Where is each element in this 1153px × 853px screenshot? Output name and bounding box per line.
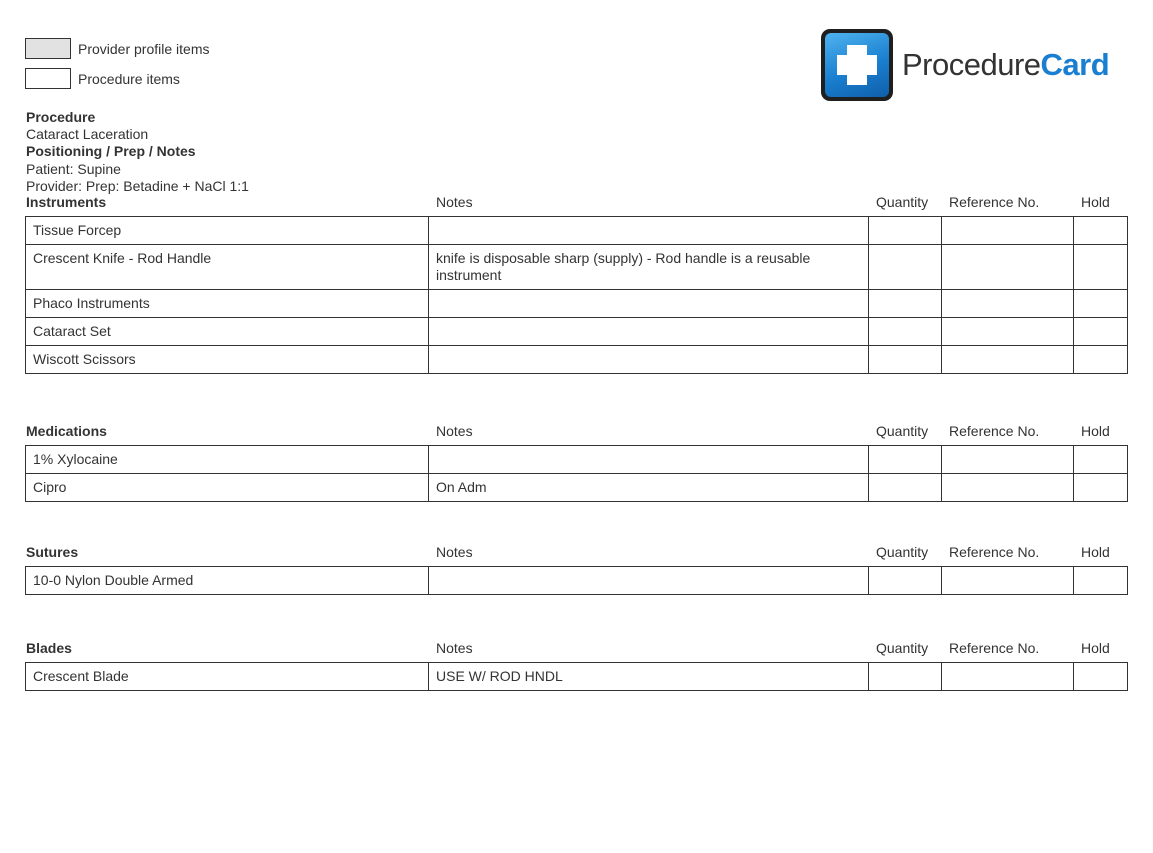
section-header [25, 194, 1127, 216]
notes-header: Notes [436, 640, 473, 656]
procedure-legend-label: Procedure items [78, 70, 180, 87]
quantity-cell [869, 217, 942, 245]
hold-cell [1074, 446, 1128, 474]
reference-header: Reference No. [949, 423, 1040, 439]
items-table [25, 216, 1128, 374]
quantity-header: Quantity [876, 544, 929, 560]
table-row [26, 446, 1128, 474]
item-name-cell: 10-0 Nylon Double Armed [26, 567, 429, 595]
items-table [25, 566, 1128, 595]
hold-header: Hold [1081, 423, 1110, 439]
procedure-swatch [25, 68, 71, 89]
quantity-cell [869, 446, 942, 474]
medical-cross-icon [821, 29, 893, 101]
item-name-cell: Crescent Blade [26, 663, 429, 691]
notes-cell [429, 217, 869, 245]
section-title: Blades [26, 640, 72, 656]
hold-header: Hold [1081, 640, 1110, 656]
notes-cell: USE W/ ROD HNDL [429, 663, 869, 691]
reference-cell [942, 474, 1074, 502]
hold-cell [1074, 346, 1128, 374]
section-title: Medications [26, 423, 107, 439]
table-row [26, 346, 1128, 374]
quantity-header: Quantity [876, 423, 929, 439]
item-name-cell: Crescent Knife - Rod Handle [26, 245, 429, 290]
reference-cell [942, 318, 1074, 346]
notes-header: Notes [436, 194, 473, 210]
notes-header: Notes [436, 423, 473, 439]
item-name-cell: Wiscott Scissors [26, 346, 429, 374]
table-row [26, 290, 1128, 318]
notes-header: Notes [436, 544, 473, 560]
reference-cell [942, 567, 1074, 595]
quantity-cell [869, 346, 942, 374]
section-sutures [25, 544, 1127, 595]
procedurecard-logo [821, 29, 1109, 101]
quantity-header: Quantity [876, 194, 929, 210]
item-name-cell: Cipro [26, 474, 429, 502]
item-name-cell: 1% Xylocaine [26, 446, 429, 474]
reference-header: Reference No. [949, 194, 1040, 210]
reference-cell [942, 290, 1074, 318]
hold-cell [1074, 217, 1128, 245]
procedure-value: Cataract Laceration [26, 126, 149, 143]
notes-cell [429, 446, 869, 474]
items-table [25, 445, 1128, 502]
hold-cell [1074, 318, 1128, 346]
procedure-info [26, 109, 249, 195]
reference-cell [942, 346, 1074, 374]
notes-cell [429, 290, 869, 318]
section-instruments [25, 194, 1127, 374]
section-header [25, 544, 1127, 566]
section-header [25, 423, 1127, 445]
reference-header: Reference No. [949, 544, 1040, 560]
hold-cell [1074, 663, 1128, 691]
item-name-cell: Phaco Instruments [26, 290, 429, 318]
legend-procedure [25, 68, 180, 89]
items-table [25, 662, 1128, 691]
notes-cell: On Adm [429, 474, 869, 502]
reference-header: Reference No. [949, 640, 1040, 656]
quantity-cell [869, 663, 942, 691]
table-row [26, 245, 1128, 290]
section-title: Instruments [26, 194, 107, 210]
provider-legend-label: Provider profile items [78, 40, 210, 57]
table-row [26, 663, 1128, 691]
quantity-cell [869, 474, 942, 502]
positioning-heading: Positioning / Prep / Notes [26, 143, 196, 160]
notes-cell [429, 567, 869, 595]
table-row [26, 318, 1128, 346]
reference-cell [942, 245, 1074, 290]
provider-swatch [25, 38, 71, 59]
quantity-cell [869, 290, 942, 318]
notes-cell [429, 346, 869, 374]
reference-cell [942, 663, 1074, 691]
table-row [26, 567, 1128, 595]
hold-cell [1074, 245, 1128, 290]
reference-cell [942, 446, 1074, 474]
section-title: Sutures [26, 544, 79, 560]
section-blades [25, 640, 1127, 691]
quantity-cell [869, 318, 942, 346]
quantity-header: Quantity [876, 640, 929, 656]
logo-text: ProcedureCard [902, 47, 1110, 82]
legend-provider [25, 38, 210, 59]
notes-cell [429, 318, 869, 346]
quantity-cell [869, 567, 942, 595]
item-name-cell: Tissue Forcep [26, 217, 429, 245]
reference-cell [942, 217, 1074, 245]
provider-prep: Provider: Prep: Betadine + NaCl 1:1 [26, 177, 249, 194]
hold-header: Hold [1081, 544, 1110, 560]
hold-cell [1074, 567, 1128, 595]
patient-position: Patient: Supine [26, 160, 121, 177]
item-name-cell: Cataract Set [26, 318, 429, 346]
section-header [25, 640, 1127, 662]
table-row [26, 217, 1128, 245]
hold-header: Hold [1081, 194, 1110, 210]
quantity-cell [869, 245, 942, 290]
hold-cell [1074, 474, 1128, 502]
section-medications [25, 423, 1127, 502]
hold-cell [1074, 290, 1128, 318]
notes-cell: knife is disposable sharp (supply) - Rod handle is a reusable instrument [429, 245, 869, 290]
procedure-heading: Procedure [26, 109, 96, 125]
table-row [26, 474, 1128, 502]
